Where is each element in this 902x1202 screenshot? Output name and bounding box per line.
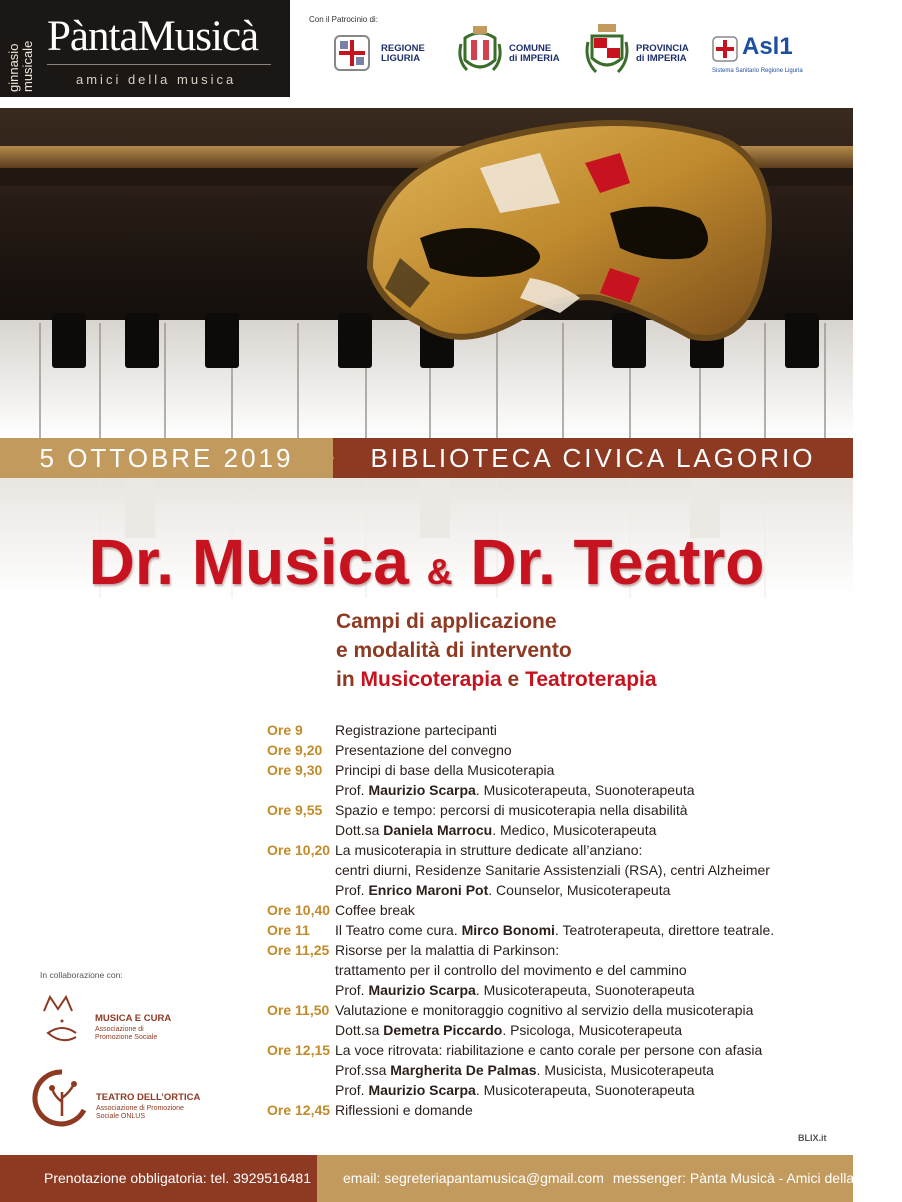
program-time: Ore 11,25 (267, 942, 330, 958)
contact-info (317, 1155, 902, 1202)
program-row (267, 920, 827, 940)
program-row (267, 1060, 827, 1080)
program-row (267, 780, 827, 800)
program-text: Prof. (335, 882, 369, 898)
program-time (267, 1080, 335, 1100)
program-schedule (267, 720, 827, 1120)
program-role: . Musicoterapeuta, Suonoterapeuta (475, 982, 695, 998)
title-ampersand: & (426, 551, 453, 592)
program-time: Ore 9,30 (267, 762, 323, 778)
program-description (335, 860, 770, 880)
collab-1-sub-1: Associazione di (95, 1026, 144, 1033)
program-time (267, 1020, 335, 1040)
program-speaker: Maurizio Scarpa (368, 782, 476, 798)
program-role: . Counselor, Musicoterapeuta (488, 882, 671, 898)
collab-teatro-ortica (34, 1068, 234, 1132)
program-time: Ore 10,20 (267, 842, 331, 858)
program-text: Prof. (335, 982, 369, 998)
program-description (335, 980, 695, 1000)
patron-1-line-1: REGIONE (381, 43, 425, 54)
program-time: Ore 11 (267, 922, 310, 938)
patron-comune-imperia (457, 28, 567, 84)
collab-1-title: MUSICA E CURA (95, 1013, 172, 1024)
program-text: La musicoterapia in strutture dedicate all’anziano: (335, 842, 643, 858)
program-text: Registrazione partecipanti (335, 722, 497, 738)
program-row (267, 800, 827, 820)
program-text: Risorse per la malattia di Parkinson: (335, 942, 560, 958)
program-role: . Medico, Musicoterapeuta (492, 822, 657, 838)
program-description (335, 780, 695, 800)
program-row (267, 740, 827, 760)
program-role: . Teatroterapeuta, direttore teatrale. (554, 922, 775, 938)
collab-2-sub-1: Associazione di Promozione (96, 1105, 184, 1112)
program-time: Ore 10,40 (267, 902, 331, 918)
asl-subtitle: Sistema Sanitario Regione Liguria (712, 68, 803, 74)
program-description (335, 820, 656, 840)
collab-musica-e-cura (40, 993, 240, 1045)
program-description (335, 1040, 762, 1060)
brand-divider (47, 64, 271, 65)
program-speaker: Margherita De Palmas (390, 1062, 537, 1078)
patron-3-line-2: di IMPERIA (636, 53, 687, 64)
program-row (267, 900, 827, 920)
program-description (335, 1080, 695, 1100)
footer (0, 1155, 902, 1202)
program-time: Ore 11,50 (267, 1002, 330, 1018)
patron-2-line-2: di IMPERIA (509, 53, 560, 64)
patron-regione-liguria (333, 28, 433, 84)
subtitle-teatroterapia: Teatroterapia (525, 668, 657, 691)
program-row (267, 880, 827, 900)
collab-1-sub-2: Promozione Sociale (95, 1034, 158, 1041)
hero-image (0, 108, 853, 438)
program-description (335, 900, 415, 920)
title-part-1: Dr. Musica (88, 526, 409, 598)
program-text: Il Teatro come cura. (335, 922, 462, 938)
collaboration-label: In collaborazione con: (40, 970, 123, 980)
program-row (267, 1100, 827, 1120)
comune-imperia-crest-icon (457, 24, 503, 78)
program-description (335, 1020, 682, 1040)
program-row (267, 840, 827, 860)
booking-info: Prenotazione obbligatoria: tel. 3929516481 (0, 1155, 317, 1202)
program-text: La voce ritrovata: riabilitazione e canto corale per persone con afasia (335, 1042, 763, 1058)
program-time (267, 860, 335, 880)
brand-subtitle: amici della musica (76, 72, 237, 87)
program-row (267, 760, 827, 780)
subtitle-line-2: e modalità di intervento (336, 639, 572, 662)
contact-email[interactable]: email: segreteriapantamusica@gmail.com (343, 1170, 604, 1186)
brand-logo (0, 0, 290, 97)
program-role: . Musicoterapeuta, Suonoterapeuta (475, 782, 695, 798)
program-text: Dott.sa (335, 822, 384, 838)
program-row (267, 960, 827, 980)
regione-liguria-shield-icon (333, 34, 371, 74)
program-description (335, 1060, 714, 1080)
patron-2-line-1: COMUNE (509, 43, 552, 54)
program-time (267, 980, 335, 1000)
program-description (335, 720, 497, 740)
program-text: Presentazione del convegno (335, 742, 512, 758)
program-description (335, 760, 554, 780)
program-speaker: Maurizio Scarpa (368, 982, 476, 998)
patron-1-line-2: LIGURIA (381, 53, 421, 64)
program-description (335, 800, 688, 820)
program-description (335, 740, 512, 760)
program-row (267, 820, 827, 840)
program-description (335, 1100, 473, 1120)
title-part-2: Dr. Teatro (470, 526, 765, 598)
program-role: . Musicista, Musicoterapeuta (536, 1062, 714, 1078)
program-text: Prof.ssa (335, 1062, 391, 1078)
event-place: BIBLIOTECA CIVICA LAGORIO (333, 438, 853, 478)
program-description (335, 920, 774, 940)
patron-3-line-1: PROVINCIA (636, 43, 689, 54)
program-text: centri diurni, Residenze Sanitarie Assistenziali (RSA), centri Alzheimer (335, 862, 770, 878)
musica-e-cura-logo-icon (40, 993, 86, 1045)
event-date: 5 OTTOBRE 2019 (0, 438, 333, 478)
program-description (335, 960, 687, 980)
teatro-ortica-logo-icon (34, 1068, 90, 1128)
program-time (267, 880, 335, 900)
program-row (267, 860, 827, 880)
collab-2-sub-2: Sociale ONLUS (96, 1113, 146, 1120)
asl-shield-icon (712, 36, 738, 62)
program-speaker: Demetra Piccardo (383, 1022, 503, 1038)
program-text: Riflessioni e domande (335, 1102, 473, 1118)
program-role: . Musicoterapeuta, Suonoterapeuta (475, 1082, 695, 1098)
program-time (267, 820, 335, 840)
program-text: Prof. (335, 782, 369, 798)
program-description (335, 1000, 753, 1020)
program-speaker: Enrico Maroni Pot (368, 882, 489, 898)
program-text: Dott.sa (335, 1022, 384, 1038)
patron-provincia-imperia (584, 28, 694, 84)
subtitle-in: in (336, 668, 361, 691)
program-row (267, 940, 827, 960)
program-row (267, 1080, 827, 1100)
band-notch (322, 438, 334, 478)
program-row (267, 1000, 827, 1020)
program-text: Spazio e tempo: percorsi di musicoterapia nella disabilità (335, 802, 688, 818)
subtitle-musicoterapia: Musicoterapia (360, 668, 502, 691)
program-time: Ore 9,20 (267, 742, 323, 758)
program-text: Prof. (335, 1082, 369, 1098)
subtitle-line-1: Campi di applicazione (336, 610, 557, 633)
program-description (335, 940, 559, 960)
program-text: Valutazione e monitoraggio cognitivo al servizio della musicoterapia (335, 1002, 754, 1018)
program-time: Ore 12,45 (267, 1102, 331, 1118)
program-text: trattamento per il controllo del movimento e del cammino (335, 962, 687, 978)
subtitle-line-3 (336, 665, 657, 694)
program-row (267, 1040, 827, 1060)
program-role: . Psicologa, Musicoterapeuta (502, 1022, 683, 1038)
piano-mask-illustration (0, 108, 853, 438)
provincia-imperia-crest-icon (584, 22, 630, 80)
brand-side-line-1: ginnasio (6, 43, 21, 92)
program-row (267, 1020, 827, 1040)
brand-side-line-2: musicale (20, 40, 35, 92)
event-title (0, 522, 853, 612)
program-description (335, 880, 670, 900)
program-speaker: Daniela Marrocu (383, 822, 493, 838)
program-time (267, 780, 335, 800)
program-text: Coffee break (335, 902, 415, 918)
event-subtitle (336, 607, 657, 694)
patronage-label: Con il Patrocinio di: (309, 15, 378, 24)
program-description (335, 840, 642, 860)
program-time: Ore 9 (267, 722, 303, 738)
design-credit: BLIX.it (798, 1133, 827, 1143)
brand-title: PàntaMusicà (47, 13, 259, 60)
asl-title: Asl1 (742, 33, 793, 60)
program-time (267, 1060, 335, 1080)
program-text: Principi di base della Musicoterapia (335, 762, 555, 778)
collab-2-title: TEATRO DELL’ORTICA (96, 1092, 201, 1103)
contact-messenger[interactable]: messenger: Pànta Musicà - Amici della Musica (612, 1170, 902, 1186)
program-row (267, 720, 827, 740)
program-time: Ore 12,15 (267, 1042, 331, 1058)
patron-asl1 (712, 28, 832, 84)
program-speaker: Mirco Bonomi (461, 922, 555, 938)
program-speaker: Maurizio Scarpa (368, 1082, 476, 1098)
brand-side-text (6, 4, 36, 94)
program-time (267, 960, 335, 980)
program-row (267, 980, 827, 1000)
subtitle-e: e (501, 668, 526, 691)
header (0, 0, 853, 108)
program-time: Ore 9,55 (267, 802, 323, 818)
